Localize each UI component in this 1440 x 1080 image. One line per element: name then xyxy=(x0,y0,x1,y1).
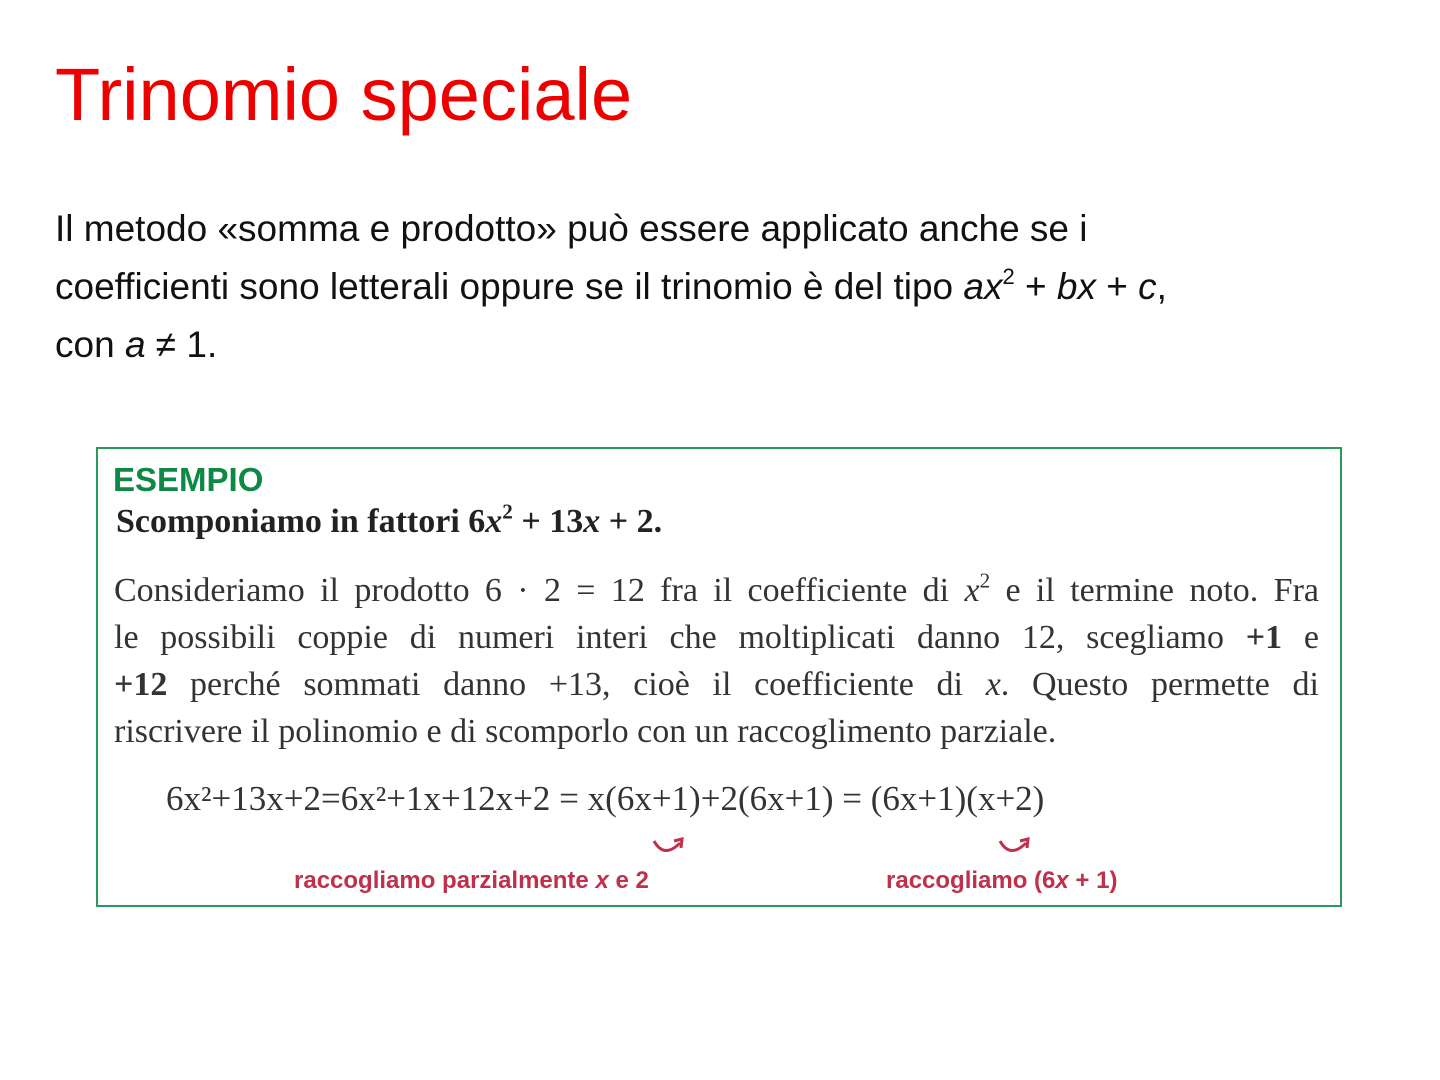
var-c: c xyxy=(1138,266,1157,307)
intro-line-3-rest: ≠ 1. xyxy=(145,324,218,365)
slide-title: Trinomio speciale xyxy=(55,53,633,136)
comma: , xyxy=(1156,266,1167,307)
plus-sign: + xyxy=(1014,266,1057,307)
example-box xyxy=(96,447,1342,907)
factorization-equation: 6x²+13x+2=6x²+1x+12x+2 = x(6x+1)+2(6x+1) = (6x+1)(x+2) xyxy=(166,779,1045,818)
var-x: x xyxy=(595,867,609,894)
var-x: x xyxy=(1055,867,1069,894)
text: e il termine noto. Fra xyxy=(990,572,1319,609)
curved-arrow-icon xyxy=(650,835,686,861)
annotation-text: raccogliamo (6 xyxy=(886,867,1056,894)
text: e xyxy=(1282,619,1319,656)
curved-arrow-icon xyxy=(996,835,1032,861)
exponent: 2 xyxy=(979,568,991,593)
text: perché sommati danno +13, cioè il coefficiente di xyxy=(167,666,986,703)
subtitle-text: + 2. xyxy=(600,503,663,540)
intro-line-3 xyxy=(55,316,1385,374)
intro-paragraph xyxy=(55,200,1385,374)
annotation-text: + 1) xyxy=(1068,867,1118,894)
bold-number: +1 xyxy=(1245,619,1283,656)
exponent: 2 xyxy=(502,499,513,524)
intro-line-2-text: coefficienti sono letterali oppure se il trinomio è del tipo xyxy=(55,266,964,307)
example-label: ESEMPIO xyxy=(113,461,264,498)
var-x: x xyxy=(583,503,601,540)
explanation-line-3 xyxy=(114,661,1319,708)
var-x: x xyxy=(985,666,1001,703)
text: le possibili coppie di numeri interi che moltiplicati danno 12, scegliamo xyxy=(114,619,1246,656)
var-x: x xyxy=(485,503,503,540)
annotation-text: raccogliamo parzialmente xyxy=(294,867,596,894)
annotation-common-factor xyxy=(886,867,1117,895)
intro-line-1: Il metodo «somma e prodotto» può essere applicato anche se i xyxy=(55,208,1088,249)
var-bx: bx xyxy=(1056,266,1096,307)
plus-sign: + xyxy=(1095,266,1139,307)
intro-line-2 xyxy=(55,258,1385,316)
explanation-line-4: riscrivere il polinomio e di scomporlo con un raccoglimento parziale. xyxy=(114,713,1057,750)
subtitle-text: Scomponiamo in fattori 6 xyxy=(116,503,486,540)
annotation-partial-grouping xyxy=(294,867,649,895)
annotation-text: e 2 xyxy=(608,867,649,894)
explanation-line-1 xyxy=(114,567,1319,614)
exponent: 2 xyxy=(1002,264,1015,289)
intro-line-3-text: con xyxy=(55,324,125,365)
text: . Questo permette di xyxy=(1000,666,1319,703)
subtitle-text: + 13 xyxy=(512,503,584,540)
bold-number: +12 xyxy=(114,666,168,703)
var-a: a xyxy=(124,324,146,365)
example-explanation xyxy=(114,567,1319,755)
text: Consideriamo il prodotto 6 · 2 = 12 fra il coefficiente di xyxy=(114,572,965,609)
explanation-line-2 xyxy=(114,614,1319,661)
example-subtitle xyxy=(116,499,663,541)
var-ax: ax xyxy=(963,266,1003,307)
var-x: x xyxy=(964,572,980,609)
